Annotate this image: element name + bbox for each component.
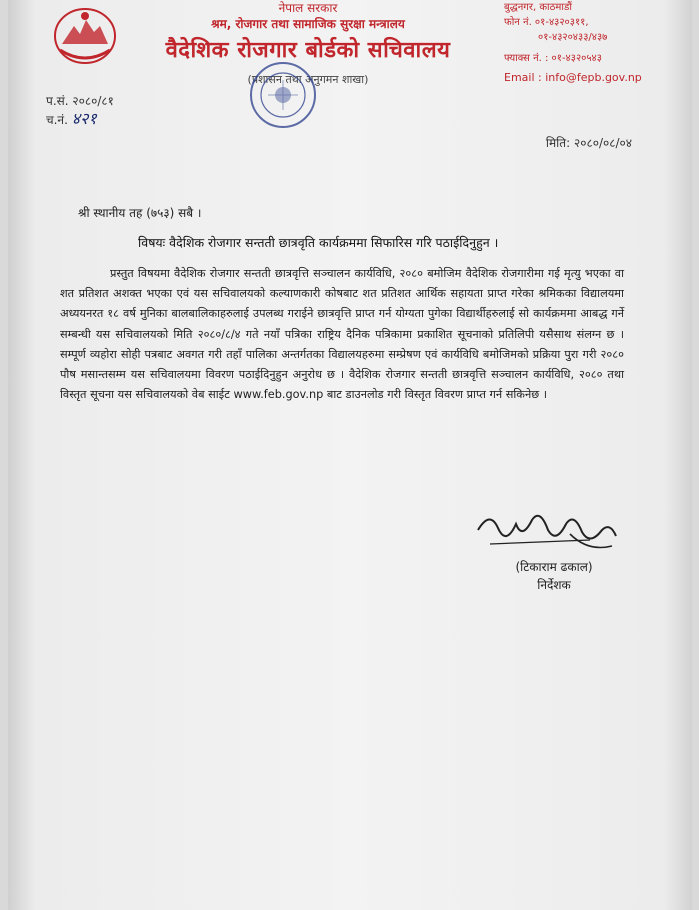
phone-line-2: ०१-४३२०४३३/४३७: [538, 32, 608, 43]
reference-numbers: [46, 92, 114, 129]
signer-block: [508, 558, 600, 594]
ministry-name: श्रम, रोजगार तथा सामाजिक सुरक्षा मन्त्रालय: [211, 17, 405, 31]
letter-date: मिति: २०८०/०८/०४: [545, 136, 632, 150]
nepal-emblem-icon: [50, 4, 120, 66]
subject-line: विषयः वैदेशिक रोजगार सन्तती छात्रवृति कार्यक्रममा सिफारिस गरि पठाईदिनुहुन ।: [138, 235, 499, 250]
government-name: नेपाल सरकार: [278, 1, 338, 15]
letter-page: [8, 0, 692, 910]
email-address: Email : info@fepb.gov.np: [504, 71, 642, 84]
signer-title: निर्देशक: [537, 578, 571, 592]
pa-value: २०८०/८१: [72, 94, 114, 108]
branch-name: (प्रशासन तथा अनुगमन शाखा): [247, 73, 369, 86]
signature-icon: [470, 500, 620, 558]
office-address: बुद्धनगर, काठमाडौं: [504, 2, 572, 13]
cha-value: ४२१: [71, 109, 97, 128]
recipient: श्री स्थानीय तह (७५३) सबै ।: [78, 206, 202, 220]
pa-label: प.सं.: [46, 94, 69, 108]
cha-label: च.नं.: [46, 113, 68, 127]
department-name: वैदेशिक रोजगार बोर्डको सचिवालय: [165, 38, 451, 63]
phone-line-1: फोन नं. ०१-४३२०३११,: [504, 17, 589, 28]
letter-body: प्रस्तुत विषयमा वैदेशिक रोजगार सन्तती छात्रवृत्ति सञ्चालन कार्यविधि, २०८० बमोजिम वैदेशिक रोजगारीमा गई मृत्यु भएका वा शत प्रतिशत अशक्त भएका एवं यस सचिवालयको कल्याणकारी कोषबाट शत प्रतिशत आर्थिक सहायता प्राप्त गरेका श्रमिकका विद्यालयमा अध्ययनरत १८ वर्ष मुनिका बालबालिकाहरुलाई उपलब्ध गराईने छात्रवृत्ति प्राप्त गर्न योग्यता पुगेका विद्यार्थीहरुलाई सो कार्यक्रममा आबद्ध गर्ने सम्बन्धी यस सचिवालयको मिति २०८०/८/४ गते नयाँ पत्रिका राष्ट्रिय दैनिक पत्रिकामा प्रकाशित सूचनाको प्रतिलिपी यसैसाथ संलग्न छ । सम्पूर्ण व्यहोरा सोही पत्रबाट अवगत गरी तहाँ पालिका अन्तर्गतका विद्यालयहरुमा सम्प्रेषण एवं कार्यविधि बमोजिमको प्रक्रिया पुरा गरी २०८० पौष मसान्तसम्म यस सचिवालयमा विवरण पठाईदिनुहुन अनुरोध छ । वैदेशिक रोजगार सन्तती छात्रवृत्ति सञ्चालन कार्यविधि, २०८० तथा विस्तृत सूचना यस सचिवालयको वेब साईट www.feb.gov.np बाट डाउनलोड गरी विस्तृत विवरण प्राप्त गर्न सकिनेछ ।: [60, 267, 624, 402]
office-seal-icon: [248, 60, 318, 130]
fax-number: फ्याक्स नं. : ०१-४३२०५४३: [504, 53, 602, 64]
contact-block: [504, 0, 689, 85]
signer-name: (टिकाराम ढकाल): [515, 560, 593, 574]
